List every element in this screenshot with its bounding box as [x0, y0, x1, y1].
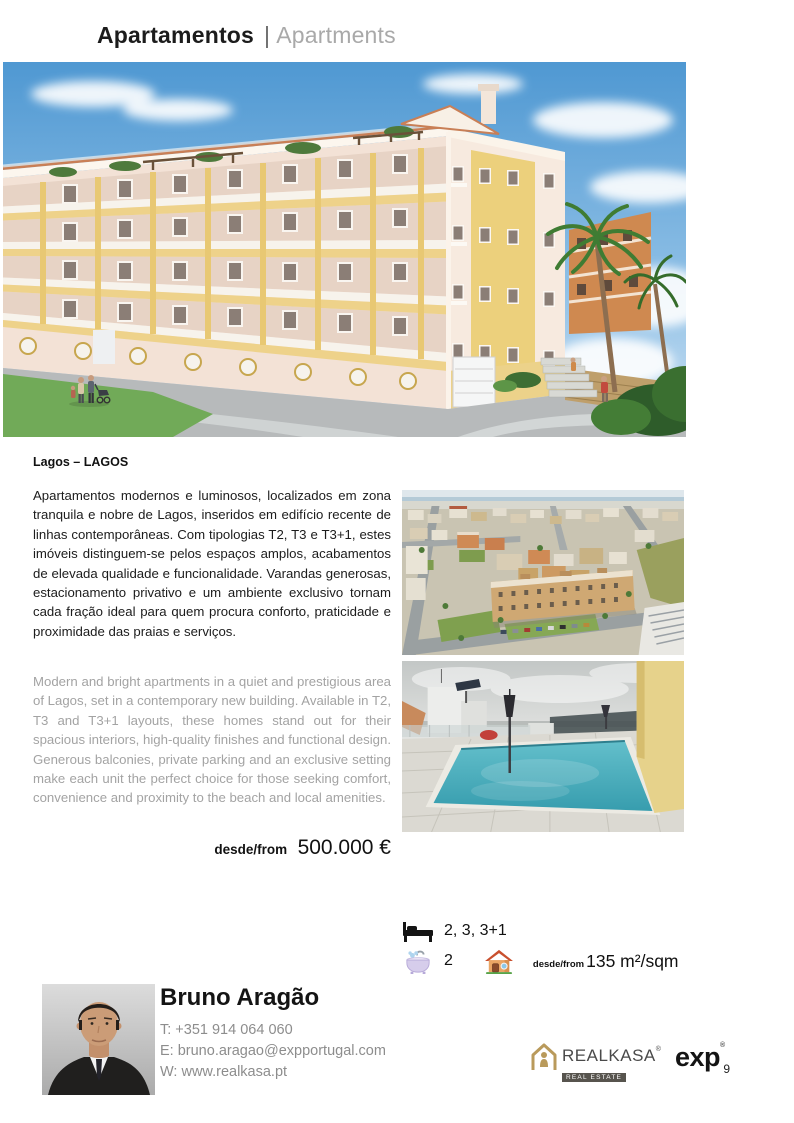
bathrooms-value: 2	[444, 952, 453, 969]
price-prefix: desde/from	[214, 842, 288, 857]
bedrooms-spec	[402, 918, 507, 944]
page-number: 9	[723, 1062, 730, 1076]
description-english: Modern and bright apartments in a quiet and prestigious area of Lagos, set in a contemporary new building. Available in T2, T3 and T3+1 layouts, these homes stand out for their spacious interiors, high-quality finishes and functional design. Generous balconies, private parking and an exclusive setting make each unit the perfect choice for those seeking comfort, convenience and proximity to the beach and local amenities.	[33, 674, 391, 806]
title-separator: |	[264, 22, 271, 48]
exp-name: exp	[674, 1042, 720, 1072]
agent-website-link[interactable]: W: www.realkasa.pt	[160, 1064, 288, 1080]
main-building-photo	[3, 62, 686, 437]
house-icon	[483, 948, 515, 974]
realkasa-house-icon	[528, 1040, 560, 1072]
price-line	[33, 836, 391, 860]
page-title	[97, 22, 396, 49]
bedrooms-value: 2, 3, 3+1	[444, 922, 507, 939]
agent-photo	[42, 984, 155, 1095]
exp-registered-mark: ®	[719, 1042, 725, 1049]
agent-name: Bruno Aragão	[160, 984, 320, 1011]
realkasa-tagline: REAL ESTATE	[562, 1073, 626, 1082]
aerial-view-photo	[402, 490, 684, 655]
title-portuguese: Apartamentos	[97, 22, 255, 48]
agent-contacts	[160, 1020, 386, 1083]
bathrooms-area-spec	[402, 948, 679, 974]
bed-icon	[402, 918, 434, 944]
pool-photo	[402, 661, 684, 832]
area-value: 135 m²/sqm	[586, 950, 679, 971]
listing-location: Lagos – LAGOS	[33, 455, 129, 469]
realkasa-name: REALKASA	[562, 1046, 656, 1065]
description-portuguese: Apartamentos modernos e luminosos, localizados em zona tranquila e nobre de Lagos, inseridos em edifício recente de linhas contemporâneas. Com tipologias T2, T3 e T3+1, estes imóveis distinguem-se pelos espaços amplos, acabamentos de elevada qualidade e funcionalidade. Varandas generosas, estacionamento privativo e um ambiente exclusivo tornam cada fração ideal para quem procura conforto, praticidade e proximidade das praias e serviços.	[33, 488, 391, 639]
brand-logos	[528, 1040, 725, 1084]
garage-door	[453, 357, 495, 407]
agent-phone: T: +351 914 064 060	[160, 1022, 293, 1038]
agent-email-link[interactable]: E: bruno.aragao@expportugal.com	[160, 1043, 386, 1059]
title-english: Apartments	[276, 22, 396, 48]
area-prefix: desde/from	[532, 958, 585, 970]
bathtub-icon	[402, 948, 434, 974]
realkasa-wordmark	[562, 1040, 661, 1084]
price-value: 500.000 €	[297, 836, 391, 859]
realkasa-registered-mark: ®	[655, 1046, 661, 1053]
